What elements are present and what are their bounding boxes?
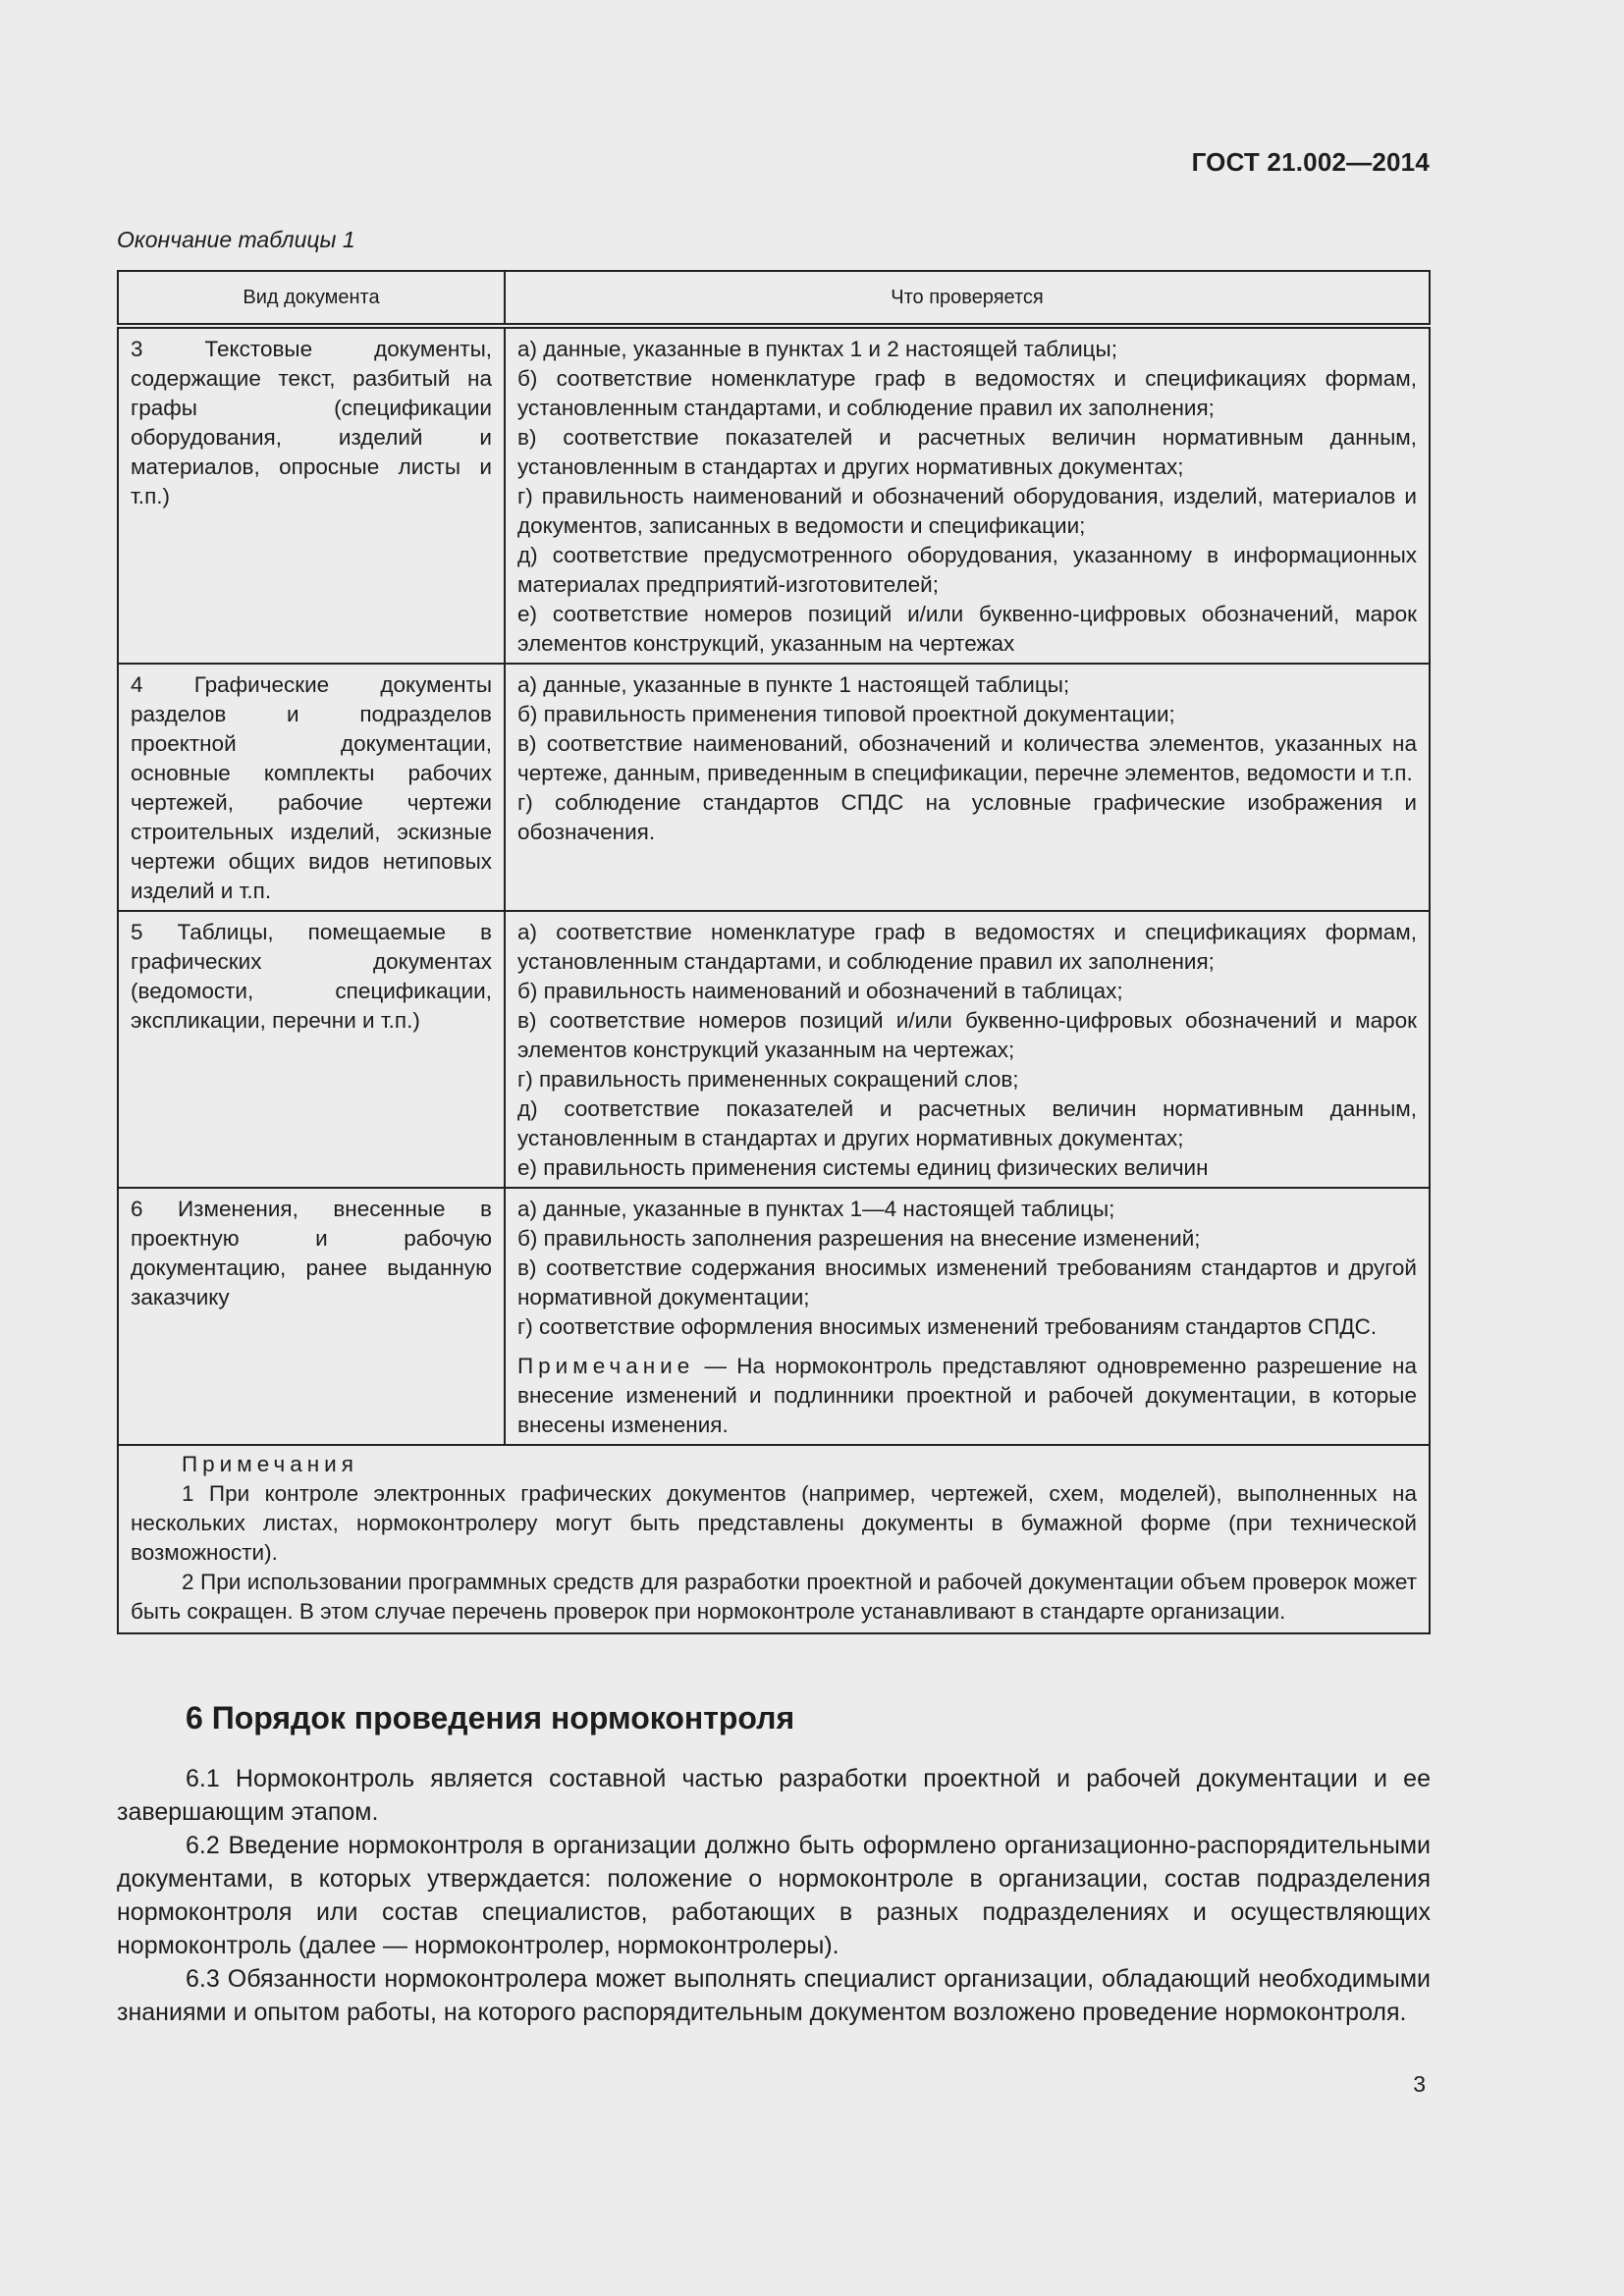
note-item: 1 При контроле электронных графических документов (например, чертежей, схем, моделей), выполненных на нескольких листах, нормоконтролеру могут быть представлены документы в бумажной форме (при технической возможности). (131, 1481, 1417, 1565)
check-item: а) данные, указанные в пункте 1 настоящей таблицы; (517, 672, 1070, 697)
check-item: е) правильность применения системы единиц физических величин (517, 1155, 1209, 1180)
section-body (117, 1762, 1431, 2029)
paragraph: 6.1 Нормоконтроль является составной частью разработки проектной и рабочей документации и ее завершающим этапом. (117, 1765, 1431, 1826)
checks-cell (505, 911, 1430, 1188)
check-item: б) соответствие номенклатуре граф в ведомостях и спецификациях формам, установленным стандартами, и соблюдение правил их заполнения; (517, 366, 1417, 420)
check-item: а) соответствие номенклатуре граф в ведомостях и спецификациях формам, установленным стандартами, и соблюдение правил их заполнения; (517, 920, 1417, 974)
standard-code: ГОСТ 21.002—2014 (1191, 147, 1430, 177)
check-item: б) правильность наименований и обозначений в таблицах; (517, 979, 1123, 1003)
column-header-doc-type: Вид документа (118, 271, 505, 326)
doc-type-cell: 6 Изменения, внесенные в проектную и рабочую документацию, ранее выданную заказчику (118, 1188, 505, 1445)
table-caption: Окончание таблицы 1 (117, 227, 355, 252)
notes-title: Примечания (182, 1452, 358, 1476)
cell-note-text: — На нормоконтроль представляют одновременно разрешение на внесение изменений и подлинники проектной и рабочей документации, в которые внесены изменения. (517, 1354, 1417, 1437)
check-item: в) соответствие наименований, обозначений и количества элементов, указанных на чертеже, данным, приведенным в спецификации, перечне элементов, ведомости и т.п. (517, 731, 1417, 785)
notes-cell (118, 1445, 1430, 1633)
table-row (118, 326, 1430, 664)
table-header-row (118, 271, 1430, 326)
check-item: б) правильность заполнения разрешения на внесение изменений; (517, 1226, 1201, 1251)
check-item: г) правильность наименований и обозначений оборудования, изделий, материалов и документов, записанных в ведомости и спецификации; (517, 484, 1417, 538)
check-item: г) соответствие оформления вносимых изменений требованиям стандартов СПДС. (517, 1314, 1378, 1339)
checks-cell (505, 1188, 1430, 1445)
check-item: е) соответствие номеров позиций и/или буквенно-цифровых обозначений, марок элементов конструкций, указанным на чертежах (517, 602, 1417, 656)
check-item: в) соответствие показателей и расчетных величин нормативным данным, установленным в стандартах и других нормативных документах; (517, 425, 1417, 479)
check-item: в) соответствие номеров позиций и/или буквенно-цифровых обозначений и марок элементов конструкций указанным на чертежах; (517, 1008, 1417, 1062)
doc-type-cell: 4 Графические документы разделов и подразделов проектной документации, основные комплекты рабочих чертежей, рабочие чертежи строительных изделий, эскизные чертежи общих видов нетиповых изделий и т.п. (118, 664, 505, 911)
check-item: г) правильность примененных сокращений слов; (517, 1067, 1019, 1092)
cell-note-label: Примечание (517, 1354, 695, 1378)
checks-cell (505, 664, 1430, 911)
column-header-checks: Что проверяется (505, 271, 1430, 326)
doc-type-cell: 3 Текстовые документы, содержащие текст, разбитый на графы (спецификации оборудования, изделий и материалов, опросные листы и т.п.) (118, 326, 505, 664)
cell-note (517, 1352, 1417, 1440)
doc-type-cell: 5 Таблицы, помещаемые в графических документах (ведомости, спецификации, экспликации, перечни и т.п.) (118, 911, 505, 1188)
paragraph: 6.3 Обязанности нормоконтролера может выполнять специалист организации, обладающий необходимыми знаниями и опытом работы, на которого распорядительным документом возложено проведение нормоконтроля. (117, 1965, 1431, 2026)
check-item: а) данные, указанные в пунктах 1—4 настоящей таблицы; (517, 1197, 1115, 1221)
paragraph: 6.2 Введение нормоконтроля в организации должно быть оформлено организационно-распорядительными документами, в которых утверждается: положение о нормоконтроле в организации, состав подразделения нормоконтроля или состав специалистов, работающих в разных подразделениях и осуществляющих нормоконтроль (далее — нормоконтролер, нормоконтролеры). (117, 1832, 1431, 1959)
check-item: г) соблюдение стандартов СПДС на условные графические изображения и обозначения. (517, 790, 1417, 844)
table-row (118, 911, 1430, 1188)
notes-row (118, 1445, 1430, 1633)
checks-cell (505, 326, 1430, 664)
check-item: д) соответствие предусмотренного оборудования, указанному в информационных материалах предприятий-изготовителей; (517, 543, 1417, 597)
section-title: 6 Порядок проведения нормоконтроля (186, 1700, 795, 1735)
check-item: а) данные, указанные в пунктах 1 и 2 настоящей таблицы; (517, 337, 1117, 361)
table-row (118, 1188, 1430, 1445)
check-item: б) правильность применения типовой проектной документации; (517, 702, 1175, 726)
page-number: 3 (1413, 2071, 1426, 2097)
check-item: д) соответствие показателей и расчетных величин нормативным данным, установленным в стандартах и других нормативных документах; (517, 1096, 1417, 1150)
verification-table (117, 270, 1431, 1634)
note-item: 2 При использовании программных средств для разработки проектной и рабочей документации объем проверок может быть сокращен. В этом случае перечень проверок при нормоконтроле устанавливают в стандарте организации. (131, 1570, 1417, 1624)
table-row (118, 664, 1430, 911)
check-item: в) соответствие содержания вносимых изменений требованиям стандартов и другой нормативной документации; (517, 1255, 1417, 1309)
